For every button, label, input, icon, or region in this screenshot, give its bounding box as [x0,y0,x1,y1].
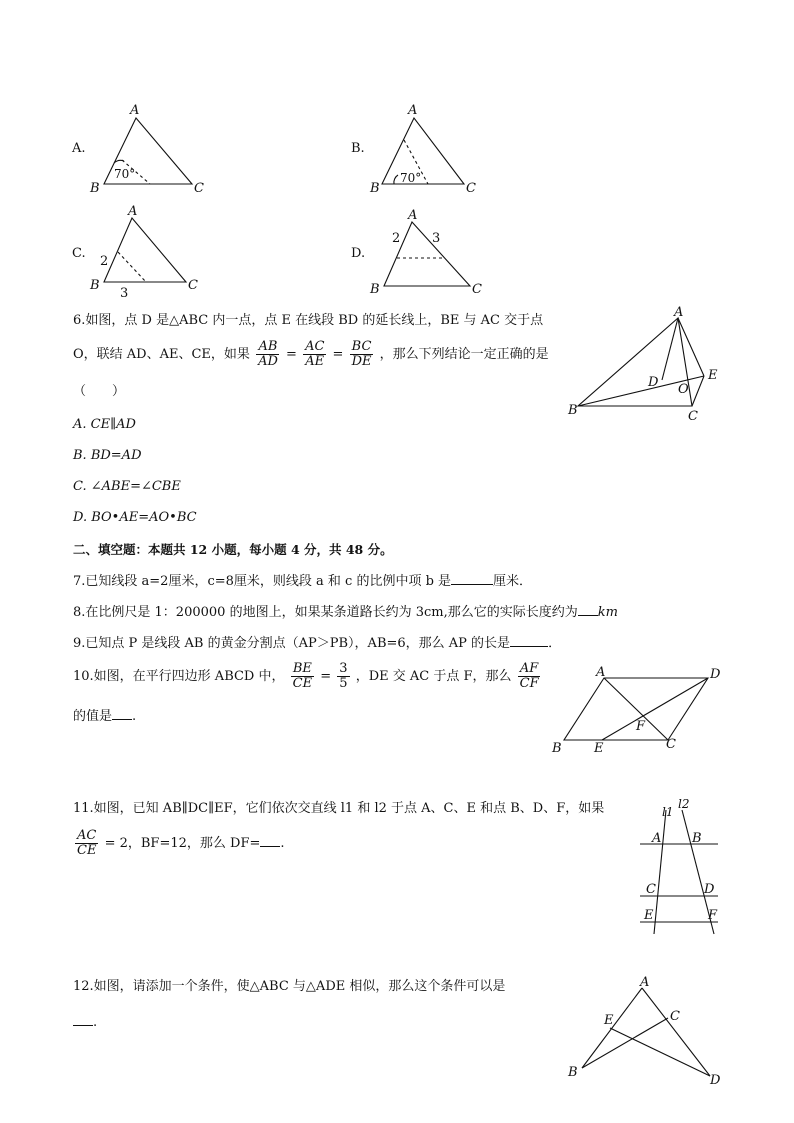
label-b: B [552,741,562,756]
q10-text-mid: ，DE 交 AC 于点 F，那么 [355,669,512,684]
q12-answer-blank[interactable] [73,1013,93,1026]
label-d: D [704,882,715,897]
fraction-ac-ae: $\frac{AC}{AE}$ [305,339,325,369]
q11-line1: 11.如图，已知 AB∥DC∥EF，它们依次交直线 l1 和 l2 于点 A、C、E 和点 B、D、F，如果 [73,801,605,816]
label-a: A [408,103,418,118]
q9-text: 9.已知点 P 是线段 AB 的黄金分割点（AP＞PB），AB=6，那么 AP 的长是 [73,636,511,651]
label-c: C [466,181,476,196]
section-2-heading: 二、填空题：本题共 12 小题，每小题 4 分，共 48 分。 [73,542,393,557]
label-a: A [640,975,650,990]
label-c: C [472,282,482,297]
q6-line2-text: O，联结 AD、AE、CE，如果 [73,347,250,362]
q6-option-b: B. BD=AD [73,448,142,463]
angle-label: 70° [114,167,136,181]
q6-option-d: D. BO•AE=AO•BC [73,510,197,525]
label-a: A [130,103,140,118]
label-c: C [188,278,198,293]
label-c: C [194,181,204,196]
label-e: E [644,908,654,923]
q8-unit: km [597,605,618,620]
label-o: O [678,382,689,397]
label-d: D [710,1073,721,1088]
option-c-letter: C. [72,246,86,261]
label-l2: l2 [678,797,690,811]
q10-figure [550,664,730,756]
label-b: B [370,282,380,297]
q7 [73,572,532,590]
label-c: C [670,1009,680,1024]
option-b-letter: B. [351,141,365,156]
q12-figure [562,972,732,1092]
q10-answer-blank[interactable] [112,707,132,720]
q6-option-c: C. ∠ABE=∠CBE [73,479,181,494]
q12-line2: . [73,1013,97,1031]
q6-option-a: A. CE∥AD [73,417,136,432]
option-a-figure [86,100,216,200]
label-b: B [90,181,100,196]
label-d: D [648,375,659,390]
label-c: C [646,882,656,897]
q6-answer-paren: （ ） [73,384,126,399]
q6-line2-post: ，那么下列结论一定正确的是 [379,347,549,362]
q10-line2: 的值是 . [73,709,137,724]
q11-value: = 2 [104,836,128,851]
q10-line1: 10.如图，在平行四边形 ABCD 中， $\frac{BE}{CE}$ = $\frac{3}{5}$ ，DE 交 AC 于点 F，那么 $\frac{AF}{CF}$ [73,661,539,691]
q6-line1: 6.如图，点 D 是△ABC 内一点，点 E 在线段 BD 的延长线上，BE 与 AC 交于点 [73,313,544,328]
q10-text-2: 的值是 [73,709,113,724]
fraction-af-cf: $\frac{AF}{CF}$ [519,661,539,691]
label-b: B [568,1065,578,1080]
label-a: A [596,665,606,680]
label-e: E [708,368,718,383]
q10-text: 10.如图，在平行四边形 ABCD 中， [73,669,285,684]
option-c-figure [86,202,216,302]
fraction-3-5: $\frac{3}{5}$ [339,661,348,691]
length-label-2: 2 [392,231,401,246]
q8 [73,603,618,621]
label-a: A [652,831,662,846]
label-a: A [128,204,138,219]
q11-figure [632,792,724,942]
option-b-figure [366,100,496,200]
label-d: D [710,667,721,682]
q9-answer-blank[interactable] [510,634,548,647]
option-d-figure [366,204,496,304]
q11-answer-blank[interactable] [260,834,280,847]
q11-line2: $\frac{AC}{CE}$ = 2，BF=12，那么 DF= . [77,828,285,858]
label-l1: l1 [662,805,674,819]
label-a: A [674,306,684,320]
q9-text-end: ． [548,636,562,651]
label-f: F [708,908,718,923]
label-c: C [688,409,698,424]
label-b: B [370,181,380,196]
label-e: E [604,1013,614,1028]
q6-figure [562,306,732,426]
label-b: B [692,831,702,846]
length-label-3: 3 [432,231,441,246]
option-d-letter: D. [351,246,366,261]
label-c: C [666,737,676,752]
fraction-be-ce: $\frac{BE}{CE}$ [292,661,313,691]
q9 [73,634,561,652]
option-a-letter: A. [72,141,86,156]
angle-label: 70° [400,171,422,185]
q6-line2: O，联结 AD、AE、CE，如果 $\frac{AB}{AD}$ = $\frac{AC}{AE}$ = $\frac{BC}{DE}$ ，那么下列结论一定正确的是 [73,339,549,369]
label-b: B [90,278,100,293]
label-e: E [594,741,604,756]
length-label-3: 3 [120,286,129,301]
length-label-2: 2 [100,254,109,269]
label-b: B [568,403,578,418]
fraction-bc-de: $\frac{BC}{DE}$ [351,339,372,369]
q8-answer-blank[interactable] [578,603,598,616]
label-f: F [636,719,646,734]
q7-answer-blank[interactable] [451,572,493,585]
fraction-ab-ad: $\frac{AB}{AD}$ [258,339,278,369]
q11-text-2: ，BF=12，那么 DF= [127,836,261,851]
q8-text: 8.在比例尺是 1：200000 的地图上，如果某条道路长约为 3cm,那么它的实际长度约为 [73,605,578,620]
q7-text-end: 厘米． [493,574,533,589]
q12-line1: 12.如图，请添加一个条件，使△ABC 与△ADE 相似，那么这个条件可以是 [73,979,506,994]
fraction-ac-ce: $\frac{AC}{CE}$ [77,828,97,858]
label-a: A [408,208,418,223]
q7-text: 7.已知线段 a=2厘米，c=8厘米，则线段 a 和 c 的比例中项 b 是 [73,574,452,589]
